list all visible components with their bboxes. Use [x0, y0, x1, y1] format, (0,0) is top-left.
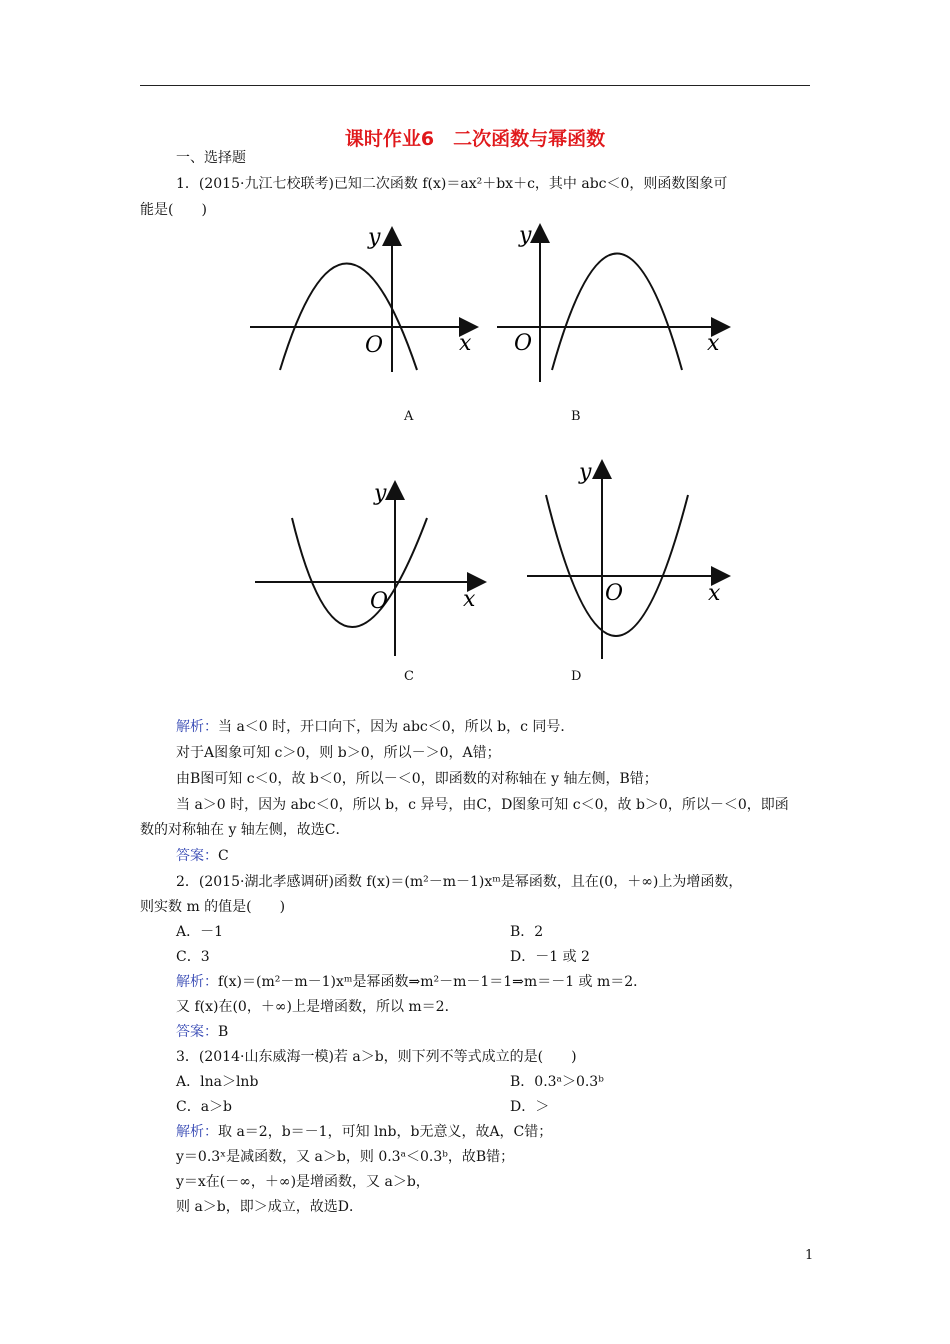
q3-stem: 3．(2014·山东威海一模)若 a＞b，则下列不等式成立的是( ) [176, 1049, 577, 1065]
q2-stem-line1: 2．(2015·湖北孝感调研)函数 f(x)＝(m²－m－1)xᵐ是幂函数，且在(0，＋∞)上为增函数， [176, 874, 743, 890]
q2-answer [176, 1022, 228, 1042]
parabola-curve [292, 518, 427, 627]
answer-label: 答案： [176, 1024, 218, 1040]
q2-option-d: D．－1 或 2 [510, 949, 590, 965]
section-heading: 一、选择题 [176, 150, 246, 166]
q2-option-b: B．2 [510, 924, 544, 940]
parabola-curve [280, 264, 417, 371]
figure-d-graph [522, 455, 737, 663]
page-title: 课时作业6 二次函数与幂函数 [344, 128, 606, 150]
origin-label: O [514, 331, 533, 356]
q3-option-d: D．＞ [510, 1099, 550, 1115]
figure-c-caption: C [404, 669, 414, 684]
q3-option-c: C．a＞b [176, 1099, 233, 1115]
q1-analysis-line4: 当 a＞0 时，因为 abc＜0，所以 b，c 异号，由C，D图象可知 c＜0，故 b＞0，所以－＜0，即函 [176, 797, 789, 813]
q1-analysis-line5: 数的对称轴在 y 轴左侧，故选C． [140, 822, 350, 838]
analysis-label: 解析： [176, 1124, 218, 1140]
figure-a-caption: A [404, 409, 414, 424]
answer-value: C [218, 848, 229, 864]
q2-option-a: A．－1 [176, 924, 224, 940]
analysis-text: 取 a＝2，b＝－1，可知 lnb，b无意义，故A，C错； [218, 1124, 553, 1140]
x-label: x [708, 581, 721, 606]
analysis-text: 当 a＜0 时，开口向下，因为 abc＜0，所以 b，c 同号． [218, 719, 575, 735]
analysis-label: 解析： [176, 719, 218, 735]
origin-label: O [605, 581, 624, 606]
q2-analysis-line1 [176, 972, 647, 992]
figure-a-graph [245, 222, 485, 382]
q1-stem-line1: 1．(2015·九江七校联考)已知二次函数 f(x)＝ax²＋bx＋c，其中 abc＜0，则函数图象可 [176, 176, 728, 192]
parabola-curve [552, 254, 682, 371]
q1-analysis-line2: 对于A图象可知 c＞0，则 b＞0，所以－＞0，A错； [176, 745, 501, 761]
q1-analysis-line3: 由B图可知 c＜0，故 b＜0，所以－＜0，即函数的对称轴在 y 轴左侧，B错； [176, 771, 658, 787]
x-label: x [459, 331, 472, 356]
figure-b-caption: B [571, 409, 581, 424]
analysis-label: 解析： [176, 974, 218, 990]
q1-analysis-line1 [176, 717, 574, 737]
q3-analysis-line1 [176, 1122, 552, 1142]
q1-answer [176, 846, 229, 866]
q3-analysis-line4: 则 a＞b，即＞成立，故选D． [176, 1199, 363, 1215]
origin-label: O [365, 333, 384, 358]
q1-stem-line2: 能是( ) [140, 202, 207, 218]
analysis-text: f(x)＝(m²－m－1)xᵐ是幂函数⇒m²－m－1＝1⇒m＝－1 或 m＝2． [218, 974, 648, 990]
y-label: y [579, 460, 592, 485]
q2-option-c: C．3 [176, 949, 210, 965]
y-label: y [519, 223, 532, 248]
parabola-curve [546, 495, 688, 636]
q2-analysis-line2: 又 f(x)在(0，＋∞)上是增函数，所以 m＝2． [176, 999, 459, 1015]
x-label: x [463, 587, 476, 612]
page-number: 1 [805, 1248, 814, 1263]
q3-analysis-line3: y＝x在(－∞，＋∞)是增函数，又 a＞b， [176, 1174, 430, 1190]
y-label: y [368, 225, 381, 250]
x-label: x [707, 331, 720, 356]
figure-c-graph [250, 478, 490, 663]
y-label: y [374, 481, 387, 506]
answer-label: 答案： [176, 848, 218, 864]
q3-option-a: A．lna＞lnb [176, 1074, 259, 1090]
q3-option-b: B．0.3ᵃ＞0.3ᵇ [510, 1074, 604, 1090]
answer-value: B [218, 1024, 229, 1040]
figure-d-caption: D [571, 669, 582, 684]
header-rule [140, 85, 810, 86]
q3-analysis-line2: y＝0.3ˣ是减函数，又 a＞b，则 0.3ᵃ＜0.3ᵇ，故B错； [176, 1149, 515, 1165]
origin-label: O [370, 589, 389, 614]
figure-b-graph [492, 222, 737, 382]
q2-stem-line2: 则实数 m 的值是( ) [140, 899, 286, 915]
